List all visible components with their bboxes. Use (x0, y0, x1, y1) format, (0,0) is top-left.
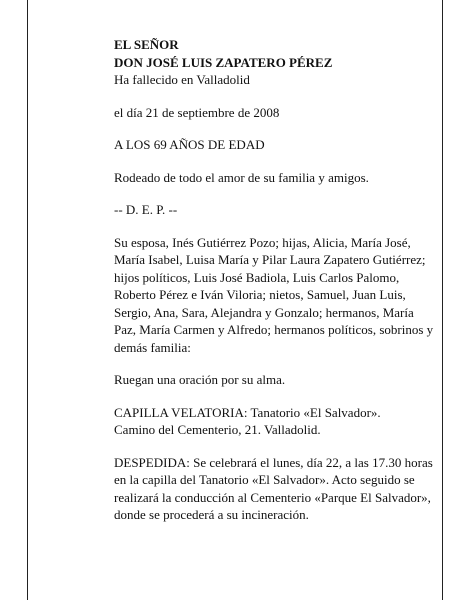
chapel-line-2: Camino del Cementerio, 21. Valladolid. (114, 422, 321, 437)
family-paragraph: Su esposa, Inés Gutiérrez Pozo; hijas, Alicia, María José, María Isabel, Luisa María y Pilar Laura Zapatero Gutiérrez; hijos políticos, Luis José Badiola, Luis Carlos Palomo, Roberto Pérez e Iván Viloria; nietos, Samuel, Juan Luis, Sergio, Ana, Sara, Alejandra y Gonzalo; hermanos, María Paz, María Carmen y Alfredo; hermanos políticos, sobrinos y demás familia: (114, 234, 434, 355)
deceased-name: DON JOSÉ LUIS ZAPATERO PÉREZ (114, 54, 333, 70)
heading-line-1: EL SEÑOR (114, 37, 179, 52)
chapel-info (114, 404, 436, 439)
prayer-line: Ruegan una oración por su alma. (114, 372, 286, 387)
death-date: el día 21 de septiembre de 2008 (114, 104, 280, 120)
rip-line: -- D. E. P. -- (114, 202, 178, 217)
surrounded-line: Rodeado de todo el amor de su familia y amigos. (114, 169, 369, 185)
frame-left-border (27, 0, 28, 600)
age-line: A LOS 69 AÑOS DE EDAD (114, 137, 265, 152)
farewell-paragraph: DESPEDIDA: Se celebrará el lunes, día 22, a las 17.30 horas en la capilla del Tanatorio «El Salvador». Acto seguido se realizará la conducción al Cementerio «Parque El Salvador», donde se procederá a su incineración. (114, 454, 433, 522)
death-place: Ha fallecido en Valladolid (114, 72, 250, 87)
chapel-line-1: CAPILLA VELATORIA: Tanatorio «El Salvador». (114, 404, 381, 420)
obituary-notice (114, 36, 436, 539)
frame-right-border (442, 0, 443, 600)
